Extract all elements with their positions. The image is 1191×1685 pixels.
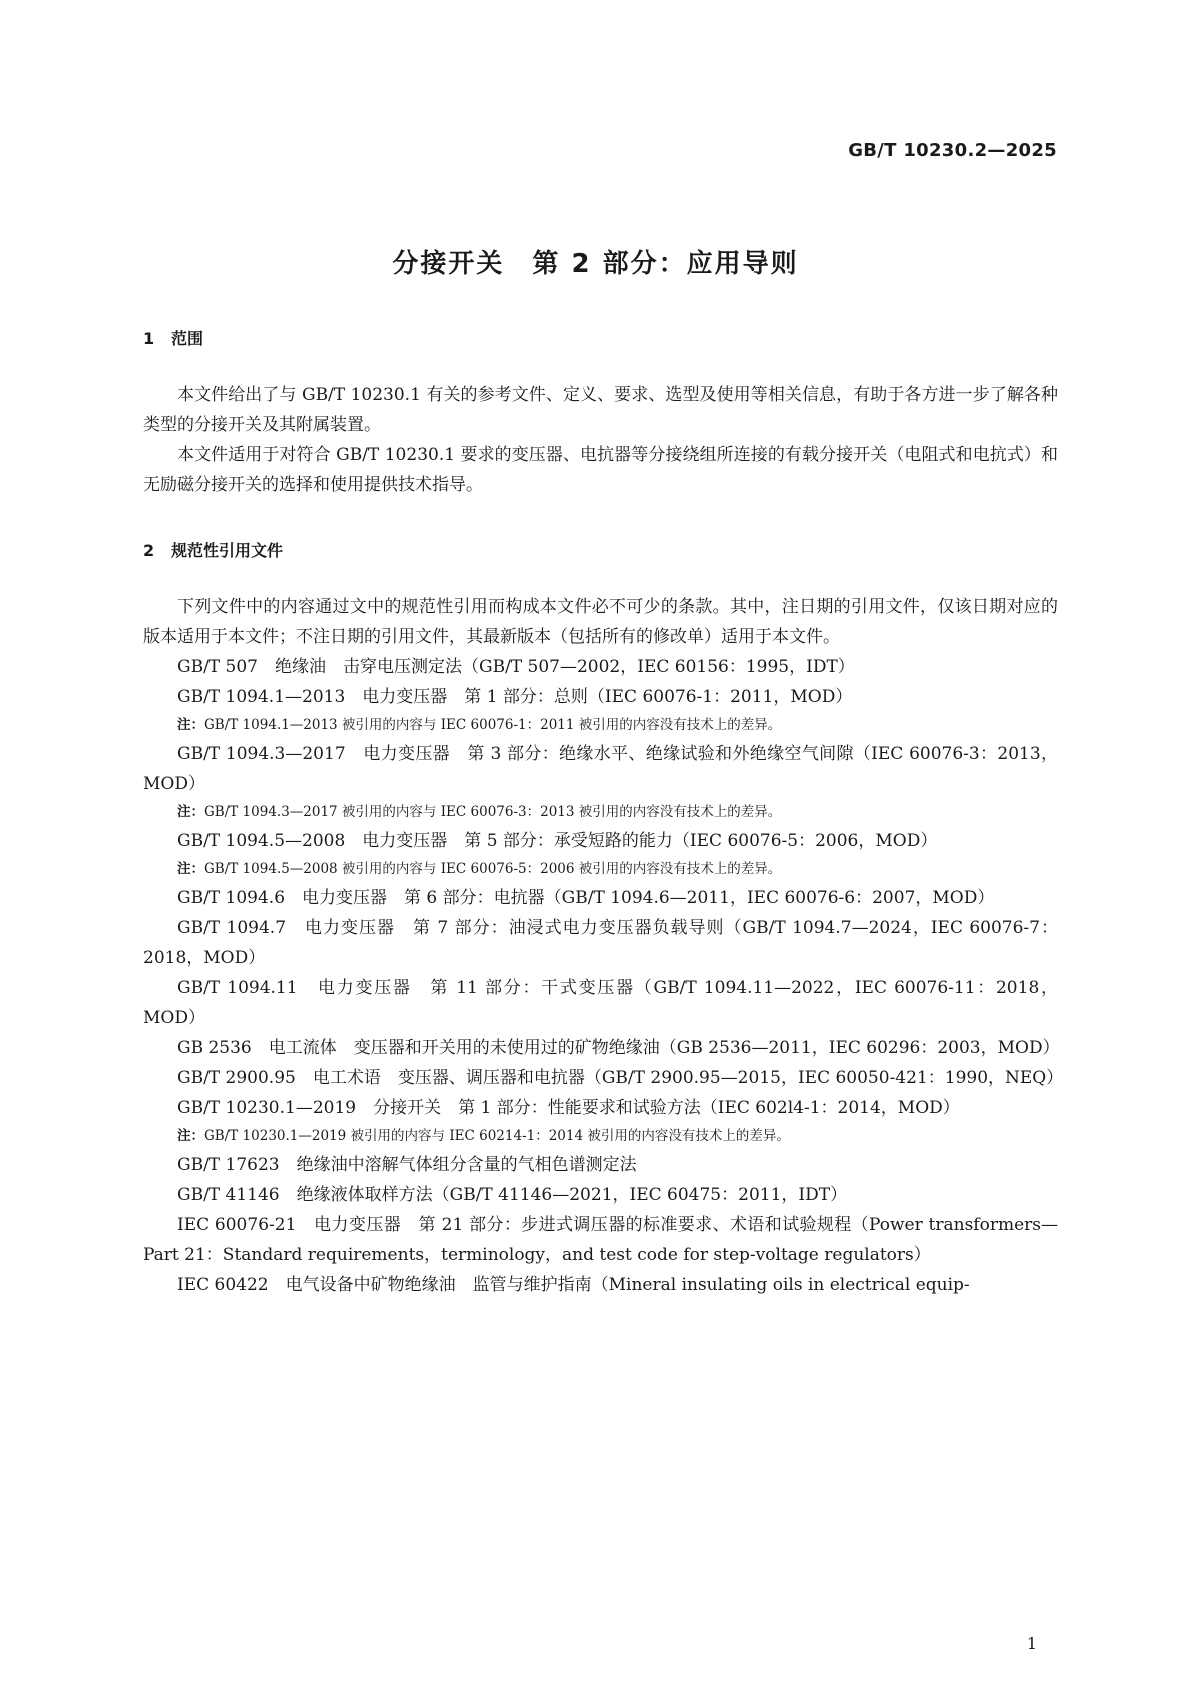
reference-note: [177, 856, 1058, 883]
reference-list: [143, 652, 1064, 1300]
reference-item: IEC 60422 电气设备中矿物绝缘油 监管与维护指南（Mineral insulating oils in electrical equip-: [177, 1275, 970, 1295]
reference-item: GB/T 1094.7 电力变压器 第 7 部分：油浸式电力变压器负载导则（GB/T 1094.7—2024，IEC 60076-7：2018，MOD）: [143, 918, 1058, 968]
section-number: 2: [143, 541, 155, 560]
section-1-heading: [143, 326, 203, 349]
note-label: 注：: [177, 717, 204, 733]
section-2-heading: [143, 538, 283, 561]
note-label: 注：: [177, 1128, 204, 1144]
section-1-body: [143, 380, 1058, 500]
reference-item: GB/T 2900.95 电工术语 变压器、调压器和电抗器（GB/T 2900.95—2015，IEC 60050-421：1990，NEQ）: [177, 1068, 1064, 1088]
note-label: 注：: [177, 861, 204, 877]
reference-item: IEC 60076-21 电力变压器 第 21 部分：步进式调压器的标准要求、术语和试验规程（Power transformers—Part 21：Standard requirements，terminology，and test code for step-voltage regulators）: [143, 1215, 1058, 1265]
section-title: 范围: [171, 329, 204, 348]
note-text: GB/T 1094.3—2017 被引用的内容与 IEC 60076-3：2013 被引用的内容没有技术上的差异。: [204, 804, 782, 820]
note-text: GB/T 1094.5—2008 被引用的内容与 IEC 60076-5：2006 被引用的内容没有技术上的差异。: [204, 861, 782, 877]
reference-item: GB/T 1094.6 电力变压器 第 6 部分：电抗器（GB/T 1094.6—2011，IEC 60076-6：2007，MOD）: [177, 888, 995, 908]
reference-item: GB/T 10230.1—2019 分接开关 第 1 部分：性能要求和试验方法（IEC 602l4-1：2014，MOD）: [177, 1098, 960, 1118]
document-title: 分接开关 第 2 部分：应用导则: [392, 249, 799, 279]
reference-item: GB 2536 电工流体 变压器和开关用的未使用过的矿物绝缘油（GB 2536—2011，IEC 60296：2003，MOD）: [177, 1038, 1060, 1058]
reference-note: [177, 799, 1058, 826]
reference-note: [177, 1123, 1058, 1150]
document-code: GB/T 10230.2—2025: [848, 140, 1057, 161]
references-intro: 下列文件中的内容通过文中的规范性引用而构成本文件必不可少的条款。其中，注日期的引用文件，仅该日期对应的版本适用于本文件；不注日期的引用文件，其最新版本（包括所有的修改单）适用于本文件。: [143, 597, 1058, 647]
reference-item: GB/T 1094.5—2008 电力变压器 第 5 部分：承受短路的能力（IEC 60076-5：2006，MOD）: [177, 831, 938, 851]
reference-item: GB/T 1094.3—2017 电力变压器 第 3 部分：绝缘水平、绝缘试验和外绝缘空气间隙（IEC 60076-3：2013，MOD）: [143, 744, 1058, 794]
reference-item: GB/T 41146 绝缘液体取样方法（GB/T 41146—2021，IEC 60475：2011，IDT）: [177, 1185, 848, 1205]
note-text: GB/T 1094.1—2013 被引用的内容与 IEC 60076-1：2011 被引用的内容没有技术上的差异。: [204, 717, 782, 733]
reference-item: GB/T 1094.1—2013 电力变压器 第 1 部分：总则（IEC 60076-1：2011，MOD）: [177, 687, 853, 707]
reference-item: GB/T 1094.11 电力变压器 第 11 部分：干式变压器（GB/T 1094.11—2022，IEC 60076-11：2018，MOD）: [143, 978, 1058, 1028]
reference-item: GB/T 507 绝缘油 击穿电压测定法（GB/T 507—2002，IEC 60156：1995，IDT）: [177, 657, 855, 677]
note-text: GB/T 10230.1—2019 被引用的内容与 IEC 60214-1：2014 被引用的内容没有技术上的差异。: [204, 1128, 790, 1144]
reference-item: GB/T 17623 绝缘油中溶解气体组分含量的气相色谱测定法: [177, 1155, 637, 1175]
page-number: 1: [1026, 1634, 1037, 1653]
reference-note: [177, 712, 1058, 739]
paragraph: 本文件给出了与 GB/T 10230.1 有关的参考文件、定义、要求、选型及使用等相关信息，有助于各方进一步了解各种类型的分接开关及其附属装置。: [143, 385, 1058, 435]
note-label: 注：: [177, 804, 204, 820]
section-title: 规范性引用文件: [171, 541, 284, 560]
paragraph: 本文件适用于对符合 GB/T 10230.1 要求的变压器、电抗器等分接绕组所连接的有载分接开关（电阻式和电抗式）和无励磁分接开关的选择和使用提供技术指导。: [143, 445, 1058, 495]
section-number: 1: [143, 329, 155, 348]
section-2-body: [143, 592, 1064, 1300]
